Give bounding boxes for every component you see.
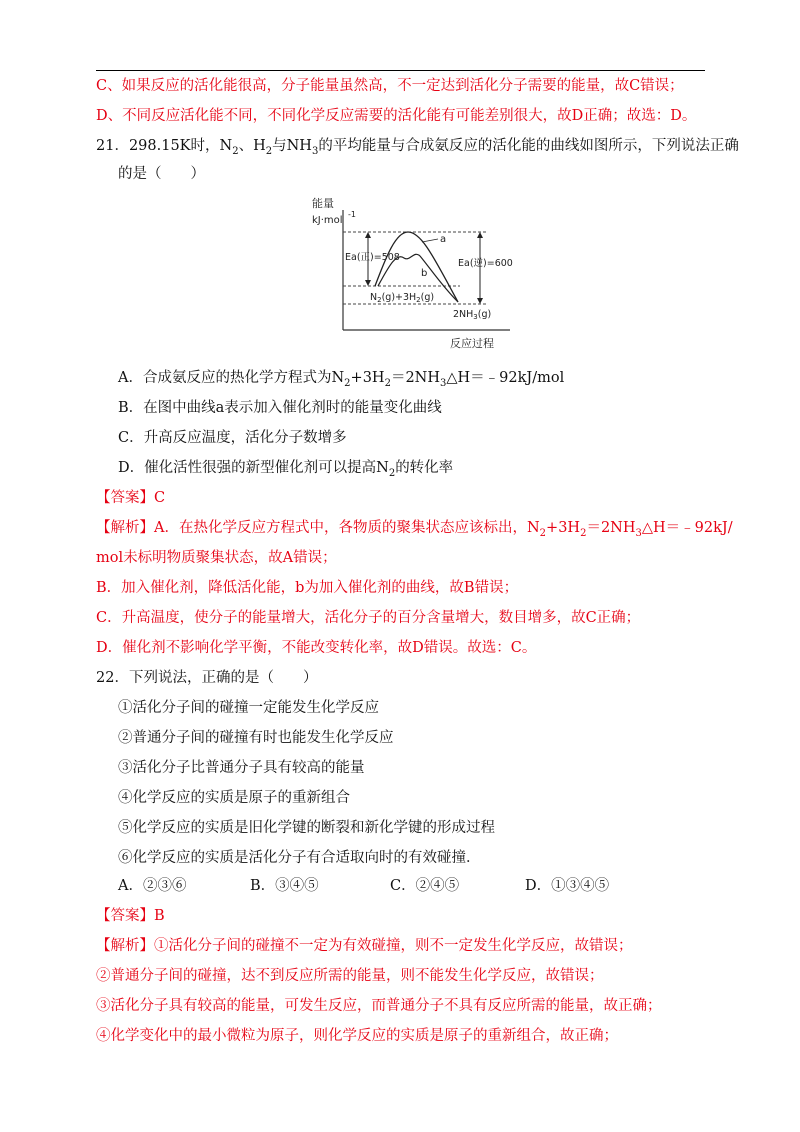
q21-option-d [118,458,730,478]
ea-reverse-label: Ea(逆)=600 [458,258,513,269]
subscript: 3 [473,313,478,321]
q21-option-c: C．升高反应温度，活化分子数增多 [118,430,347,446]
y-axis-unit-superscript: -1 [348,210,356,219]
curve-a-pointer [422,239,438,242]
q22-explanation-1: 【解析】①活化分子间的碰撞不一定为有效碰撞，则不一定发生化学反应，故错误； [96,938,633,954]
product-label-part: (g) [477,309,492,320]
subscript: 2 [416,296,421,304]
q22-statement-5: ⑤化学反应的实质是旧化学键的断裂和新化学键的形成过程 [118,820,495,836]
q21-stem-part: 21．298.15K时，N [96,138,233,154]
explanation-part: ＝2NH [586,520,636,536]
subscript: 3 [440,377,447,389]
q22-stem: 22．下列说法，正确的是（ ） [96,670,318,686]
subscript: 2 [265,145,273,157]
reactants-label [370,292,434,304]
q22-explanation-4: ④化学变化中的最小微粒为原子，则化学反应的实质是原子的重新组合，故正确； [96,1028,618,1044]
reactants-label-part: (g)+3H [381,292,417,303]
q22-explanation-3: ③活化分子具有较高的能量，可发生反应，而普通分子不具有反应所需的能量，故正确； [96,998,662,1014]
q22-statement-6: ⑥化学反应的实质是活化分子有合适取向时的有效碰撞． [118,850,481,866]
option-a-part: △H＝﹣92kJ/mol [446,370,565,386]
subscript: 3 [311,145,319,157]
subscript: 3 [635,527,642,539]
explanation-part: 【解析】A．在热化学反应方程式中，各物质的聚集状态应该标出，N [96,520,540,536]
ea-forward-label: Ea(正)=508 [345,252,400,263]
arrow-head [365,280,371,286]
q21-explanation-1 [96,518,733,539]
energy-diagram [310,190,540,355]
q21-stem-line2: 的是（ ） [118,166,205,182]
prev-explanation-d: D、不同反应活化能不同，不同化学反应需要的活化能有可能差别很大，故D正确；故选：D。 [96,108,697,124]
option-a-part: A．合成氨反应的热化学方程式为N [118,370,345,386]
q22-statement-2: ②普通分子间的碰撞有时也能发生化学反应 [118,730,394,746]
x-axis-label: 反应过程 [450,337,494,350]
option-a-part: ＝2NH [390,370,441,386]
subscript: 2 [377,296,382,304]
q21-stem [96,136,739,157]
arrow-head [477,232,483,238]
option-d-part: 的转化率 [395,460,454,476]
q21-option-a [118,368,730,388]
q22-option-c: C．②④⑤ [390,878,460,894]
prev-explanation-c: C、如果反应的活化能很高，分子能量虽然高，不一定达到活化分子需要的能量，故C错误； [96,78,684,94]
curve-b-label: b [421,268,428,279]
q21-explanation-2: mol未标明物质聚集状态，故A错误； [96,550,337,566]
q22-statement-3: ③活化分子比普通分子具有较高的能量 [118,760,365,776]
q21-explanation-4: C．升高温度，使分子的能量增大，活化分子的百分含量增大，数目增多，故C正确； [96,610,641,626]
reactants-label-part: N [370,292,378,303]
q22-option-a: A．②③⑥ [118,878,187,894]
subscript: 2 [580,527,587,539]
q21-explanation-5: D．催化剂不影响化学平衡，不能改变转化率，故D错误。故选：C。 [96,640,537,656]
q21-stem-part: 与NH [272,138,312,154]
q22-statement-4: ④化学反应的实质是原子的重新组合 [118,790,350,806]
option-a-part: +3H [350,370,385,386]
q22-answer: 【答案】B [96,908,165,924]
q22-statement-1: ①活化分子间的碰撞一定能发生化学反应 [118,700,379,716]
option-d-part: D．催化活性很强的新型催化剂可以提高N [118,460,389,476]
q21-answer: 【答案】C [96,490,166,506]
header-rule [96,70,705,71]
q22-option-b: B．③④⑤ [250,878,319,894]
reactants-label-part: (g) [420,292,435,303]
q21-stem-part: 、H [238,138,266,154]
curve-a-label: a [440,234,447,245]
product-label [453,309,491,321]
q21-option-b: B．在图中曲线a表示加入催化剂时的能量变化曲线 [118,400,442,416]
product-label-part: 2NH [453,309,474,320]
q21-explanation-3: B．加入催化剂，降低活化能，b为加入催化剂的曲线，故B错误； [96,580,519,596]
subscript: 2 [388,467,396,479]
arrow-head [365,232,371,238]
y-axis-label: 能量 [312,197,334,210]
energy-diagram-svg [310,190,540,355]
q21-stem-part: 的平均能量与合成氨反应的活化能的曲线如图所示，下列说法正确 [318,138,739,154]
q22-explanation-2: ②普通分子间的碰撞，达不到反应所需的能量，则不能发生化学反应，故错误； [96,968,604,984]
subscript: 2 [539,527,547,539]
explanation-part: +3H [546,520,581,536]
subscript: 2 [232,145,239,157]
subscript: 2 [384,377,391,389]
subscript: 2 [344,377,351,389]
q22-option-d: D．①③④⑤ [525,878,610,894]
arrow-head [477,298,483,304]
explanation-part: △H＝﹣92kJ/ [641,520,733,536]
y-axis-unit: kJ·mol [312,215,343,226]
